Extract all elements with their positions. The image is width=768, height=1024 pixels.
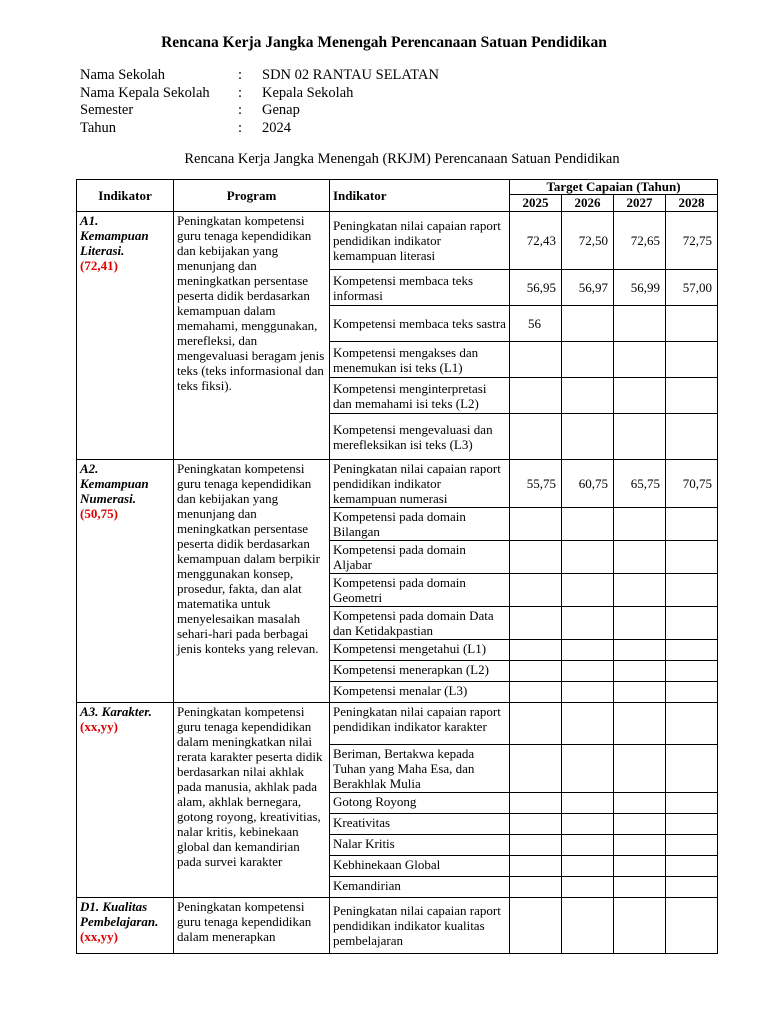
info-label: Tahun (80, 119, 117, 136)
indicator-code: A2. Kemampuan Numerasi. (80, 461, 149, 506)
target-value-cell (614, 414, 666, 460)
target-value-cell (666, 898, 718, 954)
indicator-cell (77, 460, 174, 703)
target-value-cell: 56 (510, 306, 562, 342)
info-row (80, 102, 439, 120)
info-value: Genap (262, 102, 300, 118)
indicator-cell (77, 898, 174, 954)
target-value-cell (666, 414, 718, 460)
indikator-detail-cell: Kompetensi menginterpretasi dan memahami isi teks (L2) (330, 378, 510, 414)
indicator-cell (77, 703, 174, 898)
target-value-cell (666, 508, 718, 541)
target-value-cell (562, 306, 614, 342)
target-value-cell (614, 607, 666, 640)
target-value-cell: 72,50 (562, 212, 614, 270)
target-value-cell (666, 856, 718, 877)
indikator-detail-cell: Peningkatan nilai capaian raport pendidikan indikator kemampuan numerasi (330, 460, 510, 508)
indikator-detail-cell: Kemandirian (330, 877, 510, 898)
indikator-detail-cell: Peningkatan nilai capaian raport pendidikan indikator kualitas pembelajaran (330, 898, 510, 954)
target-value-cell: 65,75 (614, 460, 666, 508)
program-cell: Peningkatan kompetensi guru tenaga kependidikan dan kebijakan yang menunjang dan meningkatkan persentase peserta didik berdasarkan kemampuan dalam memahami, menggunakan, merefleksi, dan mengevaluasi beragam jenis teks (teks informasional dan teks fiksi). (174, 212, 330, 460)
target-value-cell (510, 814, 562, 835)
target-value-cell (510, 793, 562, 814)
indikator-detail-cell: Peningkatan nilai capaian raport pendidikan indikator karakter (330, 703, 510, 745)
indicator-cell (77, 212, 174, 460)
indikator-detail-cell: Kompetensi mengevaluasi dan merefleksikan isi teks (L3) (330, 414, 510, 460)
target-value-cell (562, 378, 614, 414)
target-value-cell (562, 414, 614, 460)
target-value-cell (562, 682, 614, 703)
indikator-detail-cell: Kreativitas (330, 814, 510, 835)
target-value-cell (562, 898, 614, 954)
info-value: Kepala Sekolah (262, 84, 354, 101)
indikator-detail-cell: Kompetensi pada domain Data dan Ketidakpastian (330, 607, 510, 640)
target-value-cell (562, 508, 614, 541)
table-row (77, 460, 718, 508)
indicator-score: (50,75) (80, 506, 118, 521)
target-value-cell (510, 745, 562, 793)
info-separator: : (238, 67, 243, 83)
target-value-cell (510, 703, 562, 745)
target-value-cell (666, 661, 718, 682)
header-year: 2028 (666, 195, 718, 212)
target-value-cell (562, 835, 614, 856)
table-row (77, 212, 718, 270)
target-value-cell (666, 835, 718, 856)
header-year: 2027 (614, 195, 666, 212)
target-value-cell (614, 541, 666, 574)
target-value-cell (666, 640, 718, 661)
target-value-cell (666, 877, 718, 898)
info-label: Semester (80, 102, 134, 118)
indikator-detail-cell: Peningkatan nilai capaian raport pendidikan indikator kemampuan literasi (330, 212, 510, 270)
indikator-detail-cell: Kompetensi menalar (L3) (330, 682, 510, 703)
target-value-cell (510, 508, 562, 541)
target-value-cell (510, 541, 562, 574)
target-value-cell: 72,43 (510, 212, 562, 270)
header-program: Program (174, 180, 330, 212)
target-value-cell (666, 574, 718, 607)
target-value-cell (666, 541, 718, 574)
target-value-cell: 72,75 (666, 212, 718, 270)
info-row (80, 120, 439, 138)
document-title: Rencana Kerja Jangka Menengah Perencanaan Satuan Pendidikan (161, 34, 607, 51)
indikator-detail-cell: Beriman, Bertakwa kepada Tuhan yang Maha Esa, dan Berakhlak Mulia (330, 745, 510, 793)
target-value-cell (614, 898, 666, 954)
target-value-cell: 72,65 (614, 212, 666, 270)
target-value-cell: 57,00 (666, 270, 718, 306)
target-value-cell (562, 793, 614, 814)
target-value-cell (666, 682, 718, 703)
header-year: 2025 (510, 195, 562, 212)
target-value-cell (666, 607, 718, 640)
info-separator: : (238, 119, 243, 136)
target-value-cell (510, 574, 562, 607)
target-value-cell (510, 835, 562, 856)
target-value-cell (510, 342, 562, 378)
target-value-cell (614, 378, 666, 414)
target-value-cell (666, 306, 718, 342)
target-value-cell (510, 682, 562, 703)
target-value-cell (614, 342, 666, 378)
target-value-cell (614, 835, 666, 856)
target-value-cell (510, 661, 562, 682)
target-value-cell (510, 856, 562, 877)
target-value-cell (666, 814, 718, 835)
indikator-detail-cell: Kompetensi pada domain Bilangan (330, 508, 510, 541)
target-value-cell (562, 814, 614, 835)
indikator-detail-cell: Kompetensi menerapkan (L2) (330, 661, 510, 682)
target-value-cell (510, 414, 562, 460)
target-value-cell (614, 574, 666, 607)
program-cell: Peningkatan kompetensi guru tenaga kependidikan dalam meningkatkan nilai rerata karakter peserta didik berdasarkan nilai akhlak pada manusia, akhlak pada alam, akhlak bernegara, gotong royong, kreativitias, nalar kritis, kebinekaan global dan kemandirian pada survei karakter (174, 703, 330, 898)
target-value-cell (614, 703, 666, 745)
table-row (77, 703, 718, 745)
info-label: Nama Sekolah (80, 67, 165, 83)
indikator-detail-cell: Kompetensi pada domain Aljabar (330, 541, 510, 574)
info-separator: : (238, 84, 243, 101)
target-value-cell: 56,97 (562, 270, 614, 306)
info-separator: : (238, 102, 243, 118)
info-value: 2024 (262, 119, 291, 136)
target-value-cell: 60,75 (562, 460, 614, 508)
indicator-score: (xx,yy) (80, 929, 118, 944)
info-row (80, 67, 439, 85)
indikator-detail-cell: Kompetensi mengakses dan menemukan isi teks (L1) (330, 342, 510, 378)
header-target: Target Capaian (Tahun) (510, 180, 718, 195)
header-indikator-detail: Indikator (330, 180, 510, 212)
target-value-cell (562, 541, 614, 574)
target-value-cell: 70,75 (666, 460, 718, 508)
target-value-cell (614, 745, 666, 793)
target-value-cell (510, 898, 562, 954)
indikator-detail-cell: Kompetensi membaca teks informasi (330, 270, 510, 306)
target-value-cell (614, 814, 666, 835)
target-value-cell (562, 574, 614, 607)
target-value-cell (666, 745, 718, 793)
school-info (80, 67, 439, 137)
indicator-code: D1. Kualitas Pembelajaran. (80, 899, 159, 929)
target-value-cell (562, 607, 614, 640)
target-value-cell (510, 640, 562, 661)
target-value-cell (614, 682, 666, 703)
rkjm-table (76, 179, 718, 954)
indikator-detail-cell: Gotong Royong (330, 793, 510, 814)
target-value-cell (562, 703, 614, 745)
target-value-cell (614, 877, 666, 898)
info-row (80, 85, 439, 103)
indikator-detail-cell: Nalar Kritis (330, 835, 510, 856)
program-cell: Peningkatan kompetensi guru tenaga kependidikan dan kebijakan yang menunjang dan meningkatkan persentase peserta didik berdasarkan kemampuan dalam berpikir menggunakan konsep, prosedur, fakta, dan alat matematika untuk menyelesaikan masalah sehari-hari pada berbagai jenis konteks yang relevan. (174, 460, 330, 703)
indicator-code: A1. Kemampuan Literasi. (80, 213, 149, 258)
indikator-detail-cell: Kompetensi mengetahui (L1) (330, 640, 510, 661)
target-value-cell (614, 661, 666, 682)
target-value-cell (510, 378, 562, 414)
header-indikator: Indikator (77, 180, 174, 212)
target-value-cell (562, 661, 614, 682)
target-value-cell (562, 342, 614, 378)
target-value-cell (666, 793, 718, 814)
target-value-cell (510, 607, 562, 640)
target-value-cell (666, 342, 718, 378)
target-value-cell (666, 378, 718, 414)
target-value-cell: 56,95 (510, 270, 562, 306)
table-row (77, 898, 718, 954)
target-value-cell: 55,75 (510, 460, 562, 508)
document-subtitle: Rencana Kerja Jangka Menengah (RKJM) Perencanaan Satuan Pendidikan (184, 151, 620, 167)
target-value-cell: 56,99 (614, 270, 666, 306)
indicator-score: (xx,yy) (80, 719, 118, 734)
target-value-cell (562, 745, 614, 793)
target-value-cell (614, 856, 666, 877)
target-value-cell (614, 640, 666, 661)
target-value-cell (510, 877, 562, 898)
indicator-code: A3. Karakter. (80, 704, 152, 719)
target-value-cell (562, 856, 614, 877)
target-value-cell (614, 793, 666, 814)
target-value-cell (562, 640, 614, 661)
indicator-score: (72,41) (80, 258, 118, 273)
target-value-cell (666, 703, 718, 745)
header-year: 2026 (562, 195, 614, 212)
indikator-detail-cell: Kompetensi membaca teks sastra (330, 306, 510, 342)
target-value-cell (562, 877, 614, 898)
target-value-cell (614, 508, 666, 541)
program-cell: Peningkatan kompetensi guru tenaga kependidikan dalam menerapkan (174, 898, 330, 954)
indikator-detail-cell: Kebhinekaan Global (330, 856, 510, 877)
target-value-cell (614, 306, 666, 342)
info-value: SDN 02 RANTAU SELATAN (262, 67, 439, 83)
info-label: Nama Kepala Sekolah (80, 84, 210, 101)
indikator-detail-cell: Kompetensi pada domain Geometri (330, 574, 510, 607)
